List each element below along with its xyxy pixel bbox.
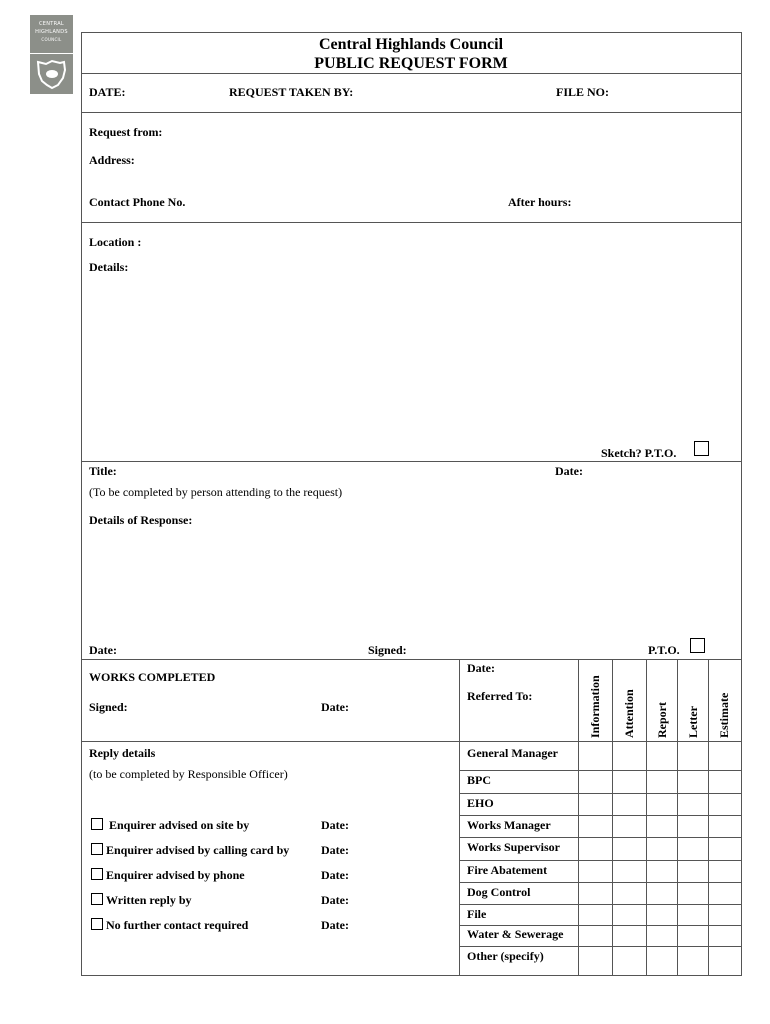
reply-item-date: Date:	[321, 893, 349, 907]
address-label: Address:	[89, 153, 135, 167]
title-label: Title:	[89, 464, 117, 478]
divider	[82, 222, 741, 223]
reply-checkbox[interactable]	[91, 893, 103, 905]
grid-col-line	[646, 659, 647, 975]
grid-col-line	[612, 659, 613, 975]
logo-line-2: HIGHLANDS	[35, 29, 68, 35]
referral-date-label: Date:	[467, 661, 495, 675]
logo-line-3: COUNCIL	[41, 37, 62, 42]
details-label: Details:	[89, 260, 129, 274]
grid-row-line	[460, 741, 741, 742]
reply-item-label: Written reply by	[106, 893, 192, 907]
sketch-pto-label: Sketch? P.T.O.	[601, 446, 677, 460]
works-signed-label: Signed:	[89, 700, 128, 714]
reply-item-date: Date:	[321, 818, 349, 832]
reply-item-date: Date:	[321, 843, 349, 857]
referral-row-label: General Manager	[467, 746, 558, 760]
reply-item-date: Date:	[321, 868, 349, 882]
works-date-label: Date:	[321, 700, 349, 714]
reply-item-label: Enquirer advised by phone	[106, 868, 245, 882]
referral-row-label: EHO	[467, 796, 494, 810]
details-of-response-label: Details of Response:	[89, 513, 193, 527]
grid-row-line	[460, 904, 741, 905]
grid-row-line	[460, 815, 741, 816]
form-frame	[81, 32, 742, 976]
works-completed-heading: WORKS COMPLETED	[89, 670, 216, 684]
grid-row-line	[460, 925, 741, 926]
council-name: Central Highlands Council	[318, 36, 504, 53]
grid-row-line	[460, 770, 741, 771]
response-note: (To be completed by person attending to the request)	[89, 485, 343, 499]
response-pto-label: P.T.O.	[648, 643, 680, 657]
divider	[82, 73, 741, 74]
divider	[82, 741, 460, 742]
grid-row-line	[460, 860, 741, 861]
referral-row-label: Water & Sewerage	[467, 927, 564, 941]
reply-checkbox[interactable]	[91, 843, 103, 855]
contact-phone-label: Contact Phone No.	[89, 195, 186, 209]
response-pto-checkbox[interactable]	[690, 638, 705, 653]
grid-col-line	[708, 659, 709, 975]
sketch-checkbox[interactable]	[694, 441, 709, 456]
grid-row-line	[460, 793, 741, 794]
col-header-report: Report	[655, 702, 669, 738]
form-title: PUBLIC REQUEST FORM	[314, 55, 508, 72]
reply-details-heading: Reply details	[89, 746, 156, 760]
tasmania-map-icon-svg	[30, 54, 73, 94]
location-label: Location :	[89, 235, 142, 249]
response-date-label: Date:	[555, 464, 583, 478]
grid-col-line	[578, 659, 579, 975]
referral-row-label: Fire Abatement	[467, 863, 548, 877]
response-signed-label: Signed:	[368, 643, 407, 657]
reply-checkbox[interactable]	[91, 818, 103, 830]
logo-line-1: CENTRAL	[38, 21, 65, 27]
reply-item-date: Date:	[321, 918, 349, 932]
referral-row-label: File	[467, 907, 487, 921]
col-header-letter: Letter	[686, 706, 700, 738]
divider	[82, 659, 741, 660]
referral-row-label: Other (specify)	[467, 949, 544, 963]
referral-row-label: BPC	[467, 773, 491, 787]
col-header-estimate: Estimate	[717, 692, 731, 738]
reply-item-label: Enquirer advised on site by	[109, 818, 250, 832]
reply-details-note: (to be completed by Responsible Officer)	[89, 767, 288, 781]
reply-checkbox[interactable]	[91, 868, 103, 880]
referral-row-label: Works Manager	[467, 818, 551, 832]
grid-row-line	[460, 946, 741, 947]
request-taken-by-label: REQUEST TAKEN BY:	[229, 85, 354, 99]
reply-item-label: No further contact required	[106, 918, 249, 932]
after-hours-label: After hours:	[508, 195, 572, 209]
reply-item-label: Enquirer advised by calling card by	[106, 843, 290, 857]
referred-to-label: Referred To:	[467, 689, 533, 703]
tasmania-map-icon	[30, 54, 73, 94]
referral-row-label: Works Supervisor	[467, 840, 561, 854]
divider	[82, 112, 741, 113]
reply-checkbox[interactable]	[91, 918, 103, 930]
grid-row-line	[460, 837, 741, 838]
request-from-label: Request from:	[89, 125, 163, 139]
date-label: DATE:	[89, 85, 126, 99]
response-bottom-date-label: Date:	[89, 643, 117, 657]
divider	[82, 461, 741, 462]
col-header-information: Information	[588, 675, 602, 738]
referral-row-label: Dog Control	[467, 885, 531, 899]
section-split	[459, 659, 460, 975]
file-no-label: FILE NO:	[556, 85, 610, 99]
council-logo-text-block	[30, 15, 73, 53]
col-header-attention: Attention	[622, 689, 636, 738]
grid-row-line	[460, 882, 741, 883]
grid-col-line	[677, 659, 678, 975]
